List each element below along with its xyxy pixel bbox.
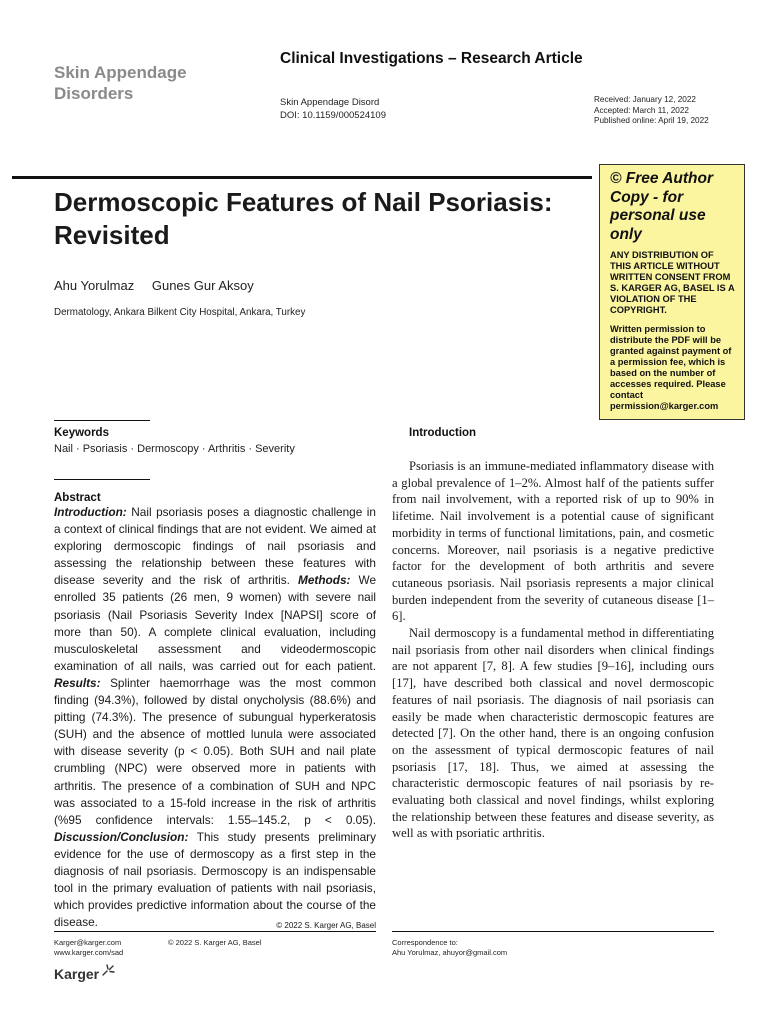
keywords-rule (54, 420, 150, 421)
citation-block (280, 96, 386, 122)
introduction-heading: Introduction (409, 427, 477, 439)
footer-email[interactable]: Karger@karger.com (54, 938, 122, 947)
abstract-intro-label: Introduction: (54, 505, 127, 519)
karger-logo-text: Karger (54, 966, 100, 982)
abstract-rule (54, 479, 150, 480)
abstract-methods-text: We enrolled 35 patients (26 men, 9 women) with severe nail psoriasis (Nail Psoriasis Severity Index [NAPSI] score of more than 50). A complete clinical evaluation, including musculoskeletal assessment and videodermoscopic examination of all nails, was carried out for each patient. (54, 573, 377, 673)
journal-name (54, 62, 254, 104)
correspondence-label: Correspondence to: (392, 938, 458, 947)
authors (54, 278, 268, 293)
abstract-copyright: © 2022 S. Karger AG, Basel (276, 921, 376, 931)
notice-warning: ANY DISTRIBUTION OF THIS ARTICLE WITHOUT WRITTEN CONSENT FROM S. KARGER AG, BASEL IS A VIOLATION OF THE COPYRIGHT. (610, 250, 735, 315)
received-date: Received: January 12, 2022 (594, 95, 696, 104)
correspondence-contact: Ahu Yorulmaz, ahuyor@gmail.com (392, 948, 508, 957)
journal-name-line2: Disorders (54, 84, 134, 103)
introduction-body (392, 458, 714, 842)
abstract-methods-label: Methods: (298, 573, 351, 588)
notice-permission: Written permission to distribute the PDF will be granted against payment of a permission fee, which is based on the number of accesses required. Please contact permission@karger.com (610, 324, 732, 411)
abstract-body (54, 504, 376, 934)
keywords-list: Nail · Psoriasis · Dermoscopy · Arthritis · Severity (54, 443, 295, 455)
published-date: Published online: April 19, 2022 (594, 116, 709, 125)
introduction-paragraph-2: Nail dermoscopy is a fundamental method in differentiating nail psoriasis from other nail disorders when clinical findings are not apparent [7, 8]. A few studies [9–16], including ours [17], have described both classical and novel dermoscopic features of nail psoriasis. The diagnosis of nail psoriasis can easily be made when characteristic dermoscopic features are detected [7]. On the other hand, there is an ongoing confusion on the assessment of typical dermoscopic features of nail psoriasis [17, 18]. Thus, we aimed at assessing the characteristic dermoscopic features of nail psoriasis by re-evaluating both classical and novel findings, whilst exploring the relationship between these features and disease severity, as well as with psoriatic arthritis. (392, 626, 714, 841)
abstract-results-label: Results: (54, 675, 101, 690)
footer-correspondence (392, 938, 507, 958)
footer-contact (54, 938, 123, 958)
dates-block (594, 95, 709, 127)
doi[interactable]: DOI: 10.1159/000524109 (280, 110, 386, 121)
footer-rule-left (54, 931, 376, 932)
journal-name-line1: Skin Appendage (54, 63, 187, 82)
citation: Skin Appendage Disord (280, 97, 380, 108)
affiliation: Dermatology, Ankara Bilkent City Hospital, Ankara, Turkey (54, 307, 306, 318)
article-title: Dermoscopic Features of Nail Psoriasis: Revisited (54, 187, 553, 250)
title-rule (12, 176, 592, 179)
karger-spark-icon (101, 963, 115, 977)
abstract-intro-text: Nail psoriasis poses a diagnostic challenge in a context of clinical findings that are not evident. We aimed at exploring dermoscopic findings of nail psoriasis and assessing the relationship between these features with disease severity and the risk of arthritis. (54, 505, 376, 588)
footer-website[interactable]: www.karger.com/sad (54, 948, 124, 957)
abstract-results-text: Splinter haemorrhage was the most common finding (94.3%), followed by distal onycholysis (88.6%) and pitting (74.3%). The presence of subungual hyperkeratosis (SUH) and the absence of mottled lunula were associated with disease severity (p < 0.05). Both SUH and nail plate crumbling (NPC) were observed more in patients with arthritis. The presence of a combination of SUH and NPC was associated to a 15-fold increase in the risk of arthritis (%95 confidence intervals: 1.55–145.2, p < 0.05). (54, 675, 376, 827)
notice-headline: © Free Author Copy - for personal use only (610, 170, 713, 243)
abstract-discussion-label: Discussion/Conclusion: (54, 829, 189, 844)
accepted-date: Accepted: March 11, 2022 (594, 105, 689, 115)
author-2: Gunes Gur Aksoy (151, 278, 254, 293)
keywords-heading: Keywords (54, 427, 109, 439)
abstract-discussion-text: This study presents preliminary evidence for the use of dermoscopy as a first step in the diagnosis of nail psoriasis. Dermoscopy is an indispensable tool in the primary evaluation of patients with nail psoriasis, which provides predictive information about the course of the disease. (54, 829, 376, 930)
free-copy-notice (599, 164, 745, 420)
karger-logo (54, 966, 115, 982)
author-1: Ahu Yorulmaz (54, 278, 135, 293)
footer-rule-right (392, 931, 714, 932)
footer-copyright: © 2022 S. Karger AG, Basel (168, 938, 262, 947)
introduction-paragraph-1: Psoriasis is an immune-mediated inflammatory disease with a global prevalence of 1–2%. Almost half of the patients suffer from nail involvement, with a reported risk of up to 90% in lifetime. Nail involvement is a potential cause of significant morbidity in terms of functional limitations, pain, and cosmetic concerns. Moreover, nail psoriasis is a negative predictive factor for the development of both arthritis and severe cutaneous psoriasis. Nail psoriasis represents a major clinical burden independent from the severity of cutaneous disease [1–6]. (392, 459, 714, 624)
article-type: Clinical Investigations – Research Article (280, 50, 583, 67)
abstract-heading: Abstract (54, 492, 101, 504)
